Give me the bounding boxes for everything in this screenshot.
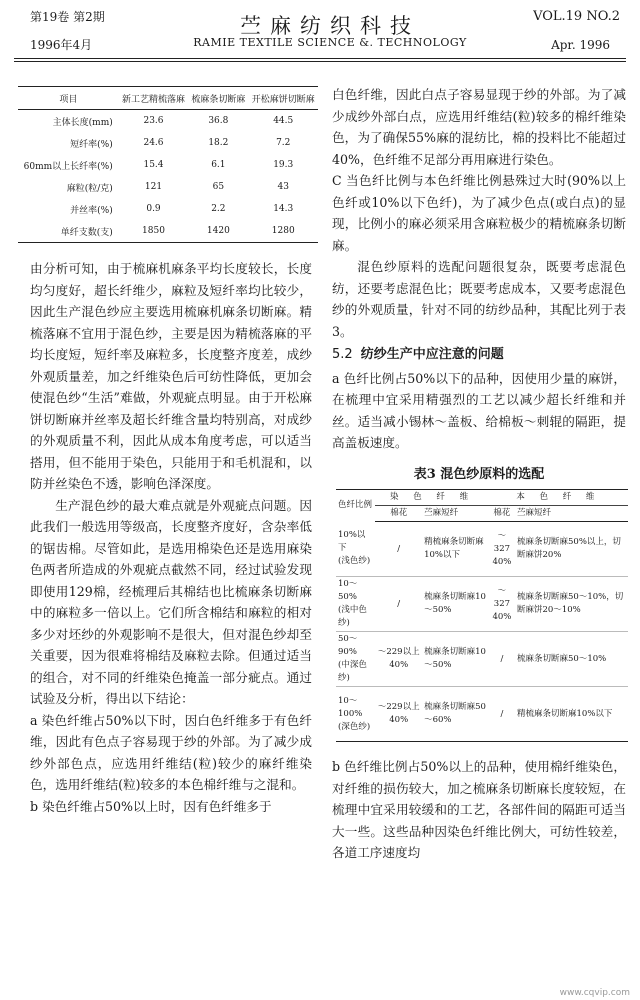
paragraph: b 染色纤维占50%以上时，因有色纤维多于: [30, 798, 272, 814]
table-cell: 60mm以上长纤率(%): [23, 161, 113, 172]
table-cell: 18.2: [208, 138, 229, 148]
table-cell: 19.3: [273, 160, 294, 170]
ratio-shade: (浅中色纱): [338, 605, 367, 628]
paragraph: b 色纤维比例占50%以上的品种，使用棉纤维染色，对纤维的损伤较大，加之梳麻条切断麻长度较短，在梳理中宜采用较缓和的工艺，各部件间的隔距可适当大一些。这些品种因染色纤维比例大，可纺性较差，各道工序速度均: [332, 759, 626, 860]
paragraph: 白色纤维，因此白点子容易显现于纱的外部。为了减少成纱外部白点，应选用纤维结(粒)较多的棉纤维染色，为了确保55%麻的混纺比，棉的投料比不能超过40%，色纤维不足部分再用麻进行染色。: [332, 87, 626, 167]
table-row: [18, 220, 318, 243]
table-cell: 1420: [188, 220, 248, 243]
table-cell: [489, 522, 515, 577]
left-column: [30, 258, 312, 817]
journal-title-en: RAMIE TEXTILE SCIENCE &. TECHNOLOGY: [193, 36, 467, 49]
ratio-value: 10%以下: [338, 530, 366, 554]
table-header-row: [18, 87, 318, 110]
table-cell: /: [375, 577, 422, 632]
table-cell: 梳麻条切断麻50%以上，切断麻饼20%: [515, 522, 628, 577]
table-row: [18, 198, 318, 220]
ratio-shade: (中深色纱): [338, 660, 367, 683]
table-cell: ～229以上40%: [375, 687, 422, 742]
ratio-value: 10～100%: [338, 695, 363, 719]
table-row: [336, 577, 628, 632]
header-rule-2: [14, 61, 626, 62]
table-cell: 主体长度(mm): [52, 117, 113, 128]
table-header-cell: 新工艺精梳落麻: [119, 87, 189, 110]
table-cell: 121: [144, 182, 163, 192]
table-cell: 精梳麻条切断麻10%以下: [422, 522, 489, 577]
table-cell: 65: [212, 182, 225, 192]
ratio-shade: (浅色纱): [338, 556, 371, 567]
table-row: [18, 132, 318, 154]
table-cell: [336, 522, 375, 577]
paragraph: 混色纱原料的选配问题很复杂，既要考虑混色纺，还要考虑混色比；既要考虑成本，又要考虑混色纱的外观质量，针对不同的纺纱品种，其配比列于表3。: [332, 259, 626, 339]
table-row: [18, 110, 318, 133]
table-cell: 梳麻条切断麻50～10%，切断麻饼20～10%: [515, 577, 628, 632]
table-cell: 麻粒(粒/克): [66, 183, 113, 194]
table-cell: /: [489, 687, 515, 742]
table-header-row: [336, 506, 628, 522]
table-cell: 36.8: [208, 116, 229, 126]
journal-title-cn: 苎麻纺织科技: [240, 14, 420, 38]
table-cell: 1850: [119, 220, 189, 243]
table-header-cell: 项目: [18, 87, 119, 110]
table-header-row: [336, 490, 628, 506]
table-cell: [489, 577, 515, 632]
table-cell: 2.2: [211, 204, 226, 214]
table-cell: 0.9: [146, 204, 161, 214]
watermark: www.cqvip.com: [559, 988, 630, 998]
table-header-cell: 本 色 纤 维: [489, 490, 628, 506]
table-cell: 1280: [248, 220, 318, 243]
table-caption: 表3 混色纱原料的选配: [413, 466, 545, 482]
section-title: 纺纱生产中应注意的问题: [360, 347, 504, 362]
table-cell: 23.6: [143, 116, 164, 126]
table-cell: 6.1: [211, 160, 226, 170]
table-row: [336, 632, 628, 687]
table-cell: 梳麻条切断麻50～60%: [422, 687, 489, 742]
table-cell: 梳麻条切断麻10～50%: [422, 632, 489, 687]
cotton-ratio: 40%: [492, 611, 512, 622]
section-heading: [332, 344, 626, 366]
table-cell: /: [489, 632, 515, 687]
table-cell: 14.3: [273, 204, 294, 214]
ratio-value: 10～50%: [338, 579, 358, 602]
table-cell: 44.5: [273, 116, 294, 126]
volume: VOL.19 NO.2: [533, 9, 620, 24]
table-row: [18, 176, 318, 198]
table-cell: 7.2: [276, 138, 291, 148]
cotton-grade: ～327: [493, 585, 511, 609]
blend-ratio-table: [336, 489, 628, 742]
table-cell: 43: [277, 182, 289, 192]
paragraph: 由分析可知，由于梳麻机麻条平均长度较长，长度均匀度好，超长纤维少，麻粒及短纤率均比较少，因此生产混色纱应主要选用梳麻机麻条切断麻。精梳落麻不宜用于混色纱，主要是因为精梳落麻的平均长度短，短纤率及麻粒多，长度整齐度差，成纱外观质量差，加之纤维染色后可纺性降低，更加会使混色纱“生活”难做，外观疵点明显。由于开松麻饼切断麻并丝率及超长纤维含量均特别高，对成纱的外观质量不利，因此从成本角度考虑，可以适当搭用，但不能用于染色，只能用于和毛机混和，以防并丝染色不透，影响色泽深度。: [30, 261, 312, 491]
table-cell: /: [375, 522, 422, 577]
table-cell: [336, 687, 375, 742]
table-cell: 并丝率(%): [70, 205, 113, 216]
table-cell: 梳麻条切断麻10～50%: [422, 577, 489, 632]
table-cell: ～229以上40%: [375, 632, 422, 687]
table-cell: 单纤支数(支): [18, 220, 119, 243]
table-header-cell: 苎麻短纤: [515, 506, 628, 522]
table-row: [336, 687, 628, 742]
table-cell: 短纤率(%): [70, 139, 113, 150]
cotton-grade: ～327: [493, 530, 511, 554]
table-row: [336, 522, 628, 577]
journal-header: [0, 0, 640, 64]
table-header-cell: 色纤比例: [336, 490, 375, 522]
table-cell: 24.6: [143, 138, 164, 148]
header-rule: [14, 58, 626, 59]
issue-number: 第19卷 第2期: [30, 10, 105, 24]
section-number: 5.2: [332, 347, 353, 362]
table-header-cell: 苎麻短纤: [422, 506, 489, 522]
paragraph: C 当色纤比例与本色纤维比例悬殊过大时(90%以上色纤或10%以下色纤)，为了减少色点(或白点)的显现，比例小的麻必须采用含麻粒极少的精梳麻条切断麻。: [332, 173, 626, 253]
table-header-cell: 开松麻饼切断麻: [248, 87, 318, 110]
table-cell: 梳麻条切断麻50～10%: [515, 632, 628, 687]
month-en: Apr. 1996: [551, 38, 610, 52]
table-header-cell: 棉花: [489, 506, 515, 522]
fiber-comparison-table: [18, 86, 318, 243]
table-cell: [336, 632, 375, 687]
issue-date: 1996年4月: [30, 38, 93, 52]
paragraph: 生产混色纱的最大难点就是外观疵点问题。因此我们一般选用等级高，长度整齐度好，含杂率低的锯齿棉。尽管如此，是选用棉染色还是选用麻染色两者所造成的外观疵点截然不同，经过试验发现即使用129棉，经梳理后其棉结也比梳麻条切断麻中的麻粒多一倍以上。它们所含棉结和麻粒的相对多少对坯纱的外观影响不是很大，但对混色纱却至关重要，因为很难将棉结及麻粒去除。但通过适当的组合，对不同的纤维染色掩盖一部分疵点。通过试验及分析，得出以下结论：: [30, 497, 312, 706]
right-column: [332, 84, 626, 864]
table-row: [18, 154, 318, 176]
table-header-cell: 染 色 纤 维: [375, 490, 488, 506]
ratio-value: 50～90%: [338, 634, 358, 657]
table-cell: [336, 577, 375, 632]
cotton-ratio: 40%: [492, 556, 512, 567]
ratio-shade: (深色纱): [338, 721, 371, 732]
table-cell: 15.4: [143, 160, 164, 170]
table-header-cell: 棉花: [375, 506, 422, 522]
table-cell: 精梳麻条切断麻10%以下: [515, 687, 628, 742]
paragraph: a 色纤比例占50%以下的品种，因使用少量的麻饼，在梳理中宜采用精强烈的工艺以减少超长纤维和并丝。适当减小锡林～盖板、给棉板～刺辊的隔距，提高盖板速度。: [332, 370, 626, 450]
table-header-cell: 梳麻条切断麻: [188, 87, 248, 110]
paragraph: a 染色纤维占50%以下时，因白色纤维多于有色纤维，因此有色点子容易现于纱的外部。为了减少成纱外部色点，应选用纤维结(粒)较少的麻纤维染色，选用纤维结(粒)较多的本色棉纤维与之混和。: [30, 712, 312, 792]
